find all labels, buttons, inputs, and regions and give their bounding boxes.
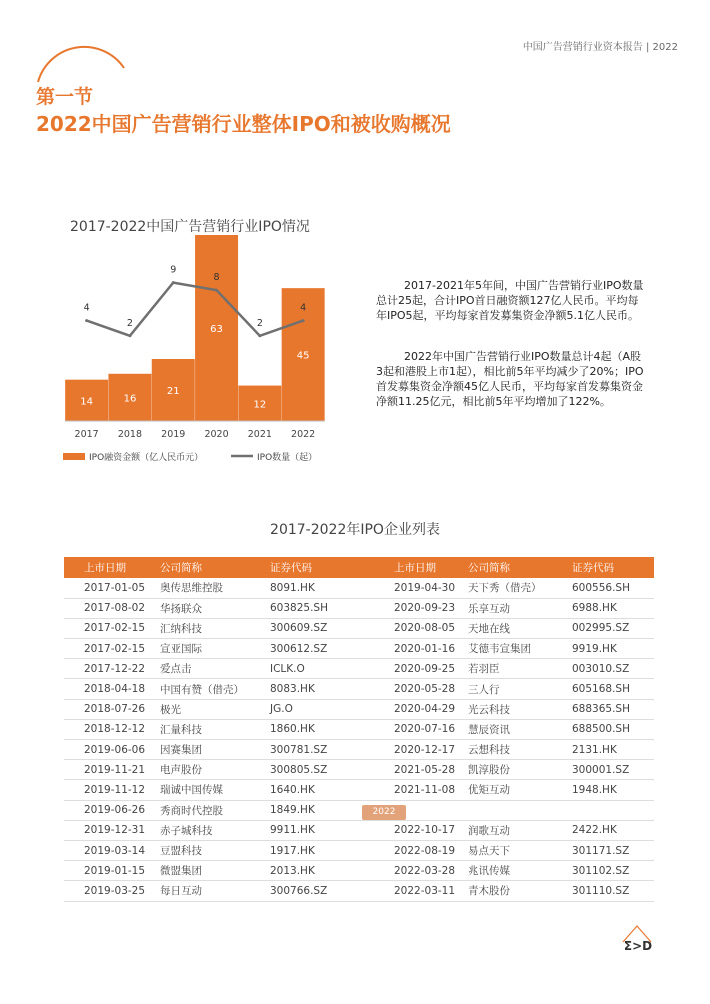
right-date-cell: 2022-03-28 bbox=[380, 861, 468, 881]
right-company-cell: 青木股份 bbox=[468, 881, 572, 901]
right-code-cell: 002995.SZ bbox=[572, 618, 654, 638]
right-date-cell: 2021-05-28 bbox=[380, 760, 468, 780]
left-code-cell: 2013.HK bbox=[270, 861, 380, 881]
right-code-cell: 605168.SH bbox=[572, 679, 654, 699]
left-date-cell: 2019-01-15 bbox=[64, 861, 160, 881]
table-header-row bbox=[64, 557, 654, 578]
left-company-cell: 华扬联众 bbox=[160, 598, 270, 618]
left-company-cell: 奥传思维控股 bbox=[160, 578, 270, 598]
left-company-cell: 豆盟科技 bbox=[160, 840, 270, 860]
table-row bbox=[64, 800, 654, 820]
left-code-cell: 8083.HK bbox=[270, 679, 380, 699]
right-date-cell: 2022-03-11 bbox=[380, 881, 468, 901]
right-company-cell: 润歌互动 bbox=[468, 820, 572, 840]
right-code-cell: 9919.HK bbox=[572, 639, 654, 659]
left-code-cell: JG.O bbox=[270, 699, 380, 719]
page-title: 2022中国广告营销行业整体IPO和被收购概况 bbox=[36, 112, 451, 136]
table-row bbox=[64, 840, 654, 860]
bar-value-label: 45 bbox=[296, 350, 310, 362]
right-company-cell: 艾德韦宣集团 bbox=[468, 639, 572, 659]
paragraph-summary-2017-2021: 2017-2021年5年间，中国广告营销行业IPO数量总计25起，合计IPO首日融资额127亿人民币。平均每年IPO5起，平均每家首发募集资金净额5.1亿人民币。 bbox=[376, 279, 644, 322]
left-date-cell: 2019-11-21 bbox=[64, 760, 160, 780]
header-company-right: 公司简称 bbox=[468, 557, 572, 578]
right-company-cell bbox=[468, 800, 572, 820]
table-row bbox=[64, 679, 654, 699]
line-value-label: 4 bbox=[83, 302, 90, 314]
left-code-cell: 603825.SH bbox=[270, 598, 380, 618]
right-code-cell: 688500.SH bbox=[572, 719, 654, 739]
bar-value-label: 21 bbox=[166, 386, 180, 397]
left-date-cell: 2018-04-18 bbox=[64, 679, 160, 699]
table-row bbox=[64, 639, 654, 659]
legend-bar-swatch bbox=[63, 453, 85, 460]
left-code-cell: 300766.SZ bbox=[270, 881, 380, 901]
left-code-cell: 9911.HK bbox=[270, 820, 380, 840]
right-company-cell: 天下秀（借壳） bbox=[468, 578, 572, 598]
left-date-cell: 2017-01-05 bbox=[64, 578, 160, 598]
table-row bbox=[64, 578, 654, 598]
right-company-cell: 兆讯传媒 bbox=[468, 861, 572, 881]
table-row bbox=[64, 618, 654, 638]
x-tick-label: 2021 bbox=[247, 429, 272, 440]
table-row bbox=[64, 820, 654, 840]
left-code-cell: 1849.HK bbox=[270, 800, 380, 820]
left-code-cell: 300609.SZ bbox=[270, 618, 380, 638]
right-date-cell: 2020-08-05 bbox=[380, 618, 468, 638]
section-label: 第一节 bbox=[36, 86, 94, 108]
legend-bar-label: IPO融资金额（亿人民币元） bbox=[89, 453, 204, 463]
ipo-count-line bbox=[87, 283, 307, 336]
header-code-right: 证券代码 bbox=[572, 557, 654, 578]
right-company-cell: 慧辰资讯 bbox=[468, 719, 572, 739]
right-code-cell: 600556.SH bbox=[572, 578, 654, 598]
line-value-label: 8 bbox=[213, 272, 220, 284]
logo-text: Σ>D bbox=[623, 939, 653, 953]
ipo-chart bbox=[55, 235, 325, 470]
left-company-cell: 宣亚国际 bbox=[160, 639, 270, 659]
right-company-cell: 天地在线 bbox=[468, 618, 572, 638]
bar-value-label: 12 bbox=[253, 399, 267, 411]
left-company-cell: 秀商时代控股 bbox=[160, 800, 270, 820]
bar-value-label: 63 bbox=[210, 324, 223, 335]
table-row bbox=[64, 861, 654, 881]
left-company-cell: 赤子城科技 bbox=[160, 820, 270, 840]
left-date-cell: 2017-02-15 bbox=[64, 618, 160, 638]
left-code-cell: ICLK.O bbox=[270, 659, 380, 679]
right-code-cell bbox=[572, 800, 654, 820]
right-code-cell: 301110.SZ bbox=[572, 881, 654, 901]
right-date-cell: 2020-01-16 bbox=[380, 639, 468, 659]
right-date-cell: 2022-10-17 bbox=[380, 820, 468, 840]
left-date-cell: 2017-08-02 bbox=[64, 598, 160, 618]
right-company-cell: 乐享互动 bbox=[468, 598, 572, 618]
paragraph-summary-2022: 2022年中国广告营销行业IPO数量总计4起（A股3起和港股上市1起），相比前5年平均减少了20%；IPO首发募集资金净额45亿人民币，平均每家首发募集资金净额11.25亿元，相比前5年平均增加了122%。 bbox=[376, 350, 644, 408]
table-row bbox=[64, 659, 654, 679]
line-point bbox=[85, 319, 88, 322]
left-date-cell: 2019-03-14 bbox=[64, 840, 160, 860]
right-code-cell: 300001.SZ bbox=[572, 760, 654, 780]
right-code-cell: 003010.SZ bbox=[572, 659, 654, 679]
x-tick-label: 2019 bbox=[161, 429, 186, 440]
right-code-cell: 1948.HK bbox=[572, 780, 654, 800]
line-point bbox=[302, 319, 305, 322]
table-row bbox=[64, 699, 654, 719]
left-code-cell: 300781.SZ bbox=[270, 740, 380, 760]
right-code-cell: 6988.HK bbox=[572, 598, 654, 618]
left-company-cell: 极光 bbox=[160, 699, 270, 719]
right-company-cell: 易点天下 bbox=[468, 840, 572, 860]
right-company-cell: 优矩互动 bbox=[468, 780, 572, 800]
x-tick-label: 2020 bbox=[204, 429, 229, 440]
right-code-cell: 301102.SZ bbox=[572, 861, 654, 881]
left-code-cell: 1917.HK bbox=[270, 840, 380, 860]
left-company-cell: 电声股份 bbox=[160, 760, 270, 780]
left-company-cell: 因赛集团 bbox=[160, 740, 270, 760]
right-company-cell: 云想科技 bbox=[468, 740, 572, 760]
table-row bbox=[64, 881, 654, 901]
report-header: 中国广告营销行业资本报告 | 2022 bbox=[522, 42, 678, 53]
line-value-label: 9 bbox=[170, 264, 177, 276]
table-row bbox=[64, 719, 654, 739]
chart-title: 2017-2022中国广告营销行业IPO情况 bbox=[70, 219, 310, 235]
legend-line-label: IPO数量（起） bbox=[257, 453, 318, 463]
logo bbox=[615, 920, 665, 960]
left-date-cell: 2019-11-12 bbox=[64, 780, 160, 800]
right-date-cell: 2020-09-23 bbox=[380, 598, 468, 618]
x-tick-label: 2022 bbox=[291, 429, 316, 440]
right-code-cell: 2422.HK bbox=[572, 820, 654, 840]
left-date-cell: 2017-02-15 bbox=[64, 639, 160, 659]
left-code-cell: 1860.HK bbox=[270, 719, 380, 739]
bar-value-label: 16 bbox=[123, 393, 137, 405]
right-date-cell: 2019-04-30 bbox=[380, 578, 468, 598]
line-point bbox=[258, 334, 261, 337]
table-row bbox=[64, 780, 654, 800]
left-code-cell: 8091.HK bbox=[270, 578, 380, 598]
table-row bbox=[64, 760, 654, 780]
left-date-cell: 2019-06-26 bbox=[64, 800, 160, 820]
left-company-cell: 中国有赞（借壳） bbox=[160, 679, 270, 699]
right-code-cell: 688365.SH bbox=[572, 699, 654, 719]
right-date-cell: 2020-09-25 bbox=[380, 659, 468, 679]
line-value-label: 2 bbox=[256, 317, 263, 329]
left-code-cell: 1640.HK bbox=[270, 780, 380, 800]
left-company-cell: 爱点击 bbox=[160, 659, 270, 679]
right-date-cell: 2020-04-29 bbox=[380, 699, 468, 719]
left-code-cell: 300805.SZ bbox=[270, 760, 380, 780]
table-title: 2017-2022年IPO企业列表 bbox=[270, 522, 440, 538]
left-date-cell: 2019-06-06 bbox=[64, 740, 160, 760]
left-company-cell: 汇纳科技 bbox=[160, 618, 270, 638]
header-code-left: 证券代码 bbox=[270, 557, 380, 578]
header-date-left: 上市日期 bbox=[64, 557, 160, 578]
right-date-cell: 2022-08-19 bbox=[380, 840, 468, 860]
right-code-cell: 2131.HK bbox=[572, 740, 654, 760]
left-date-cell: 2018-07-26 bbox=[64, 699, 160, 719]
x-tick-label: 2018 bbox=[117, 429, 143, 440]
right-company-cell: 光云科技 bbox=[468, 699, 572, 719]
left-date-cell: 2019-12-31 bbox=[64, 820, 160, 840]
line-point bbox=[128, 334, 131, 337]
line-value-label: 2 bbox=[126, 317, 133, 329]
right-date-cell: 2020-07-16 bbox=[380, 719, 468, 739]
right-date-cell: 2020-12-17 bbox=[380, 740, 468, 760]
right-code-cell: 301171.SZ bbox=[572, 840, 654, 860]
left-company-cell: 每日互动 bbox=[160, 881, 270, 901]
left-company-cell: 微盟集团 bbox=[160, 861, 270, 881]
year-tag: 2022 bbox=[362, 805, 406, 820]
left-date-cell: 2018-12-12 bbox=[64, 719, 160, 739]
header-date-right: 上市日期 bbox=[380, 557, 468, 578]
left-date-cell: 2019-03-25 bbox=[64, 881, 160, 901]
header-company-left: 公司简称 bbox=[160, 557, 270, 578]
line-point bbox=[172, 281, 175, 284]
line-value-label: 4 bbox=[300, 302, 307, 314]
left-company-cell: 汇量科技 bbox=[160, 719, 270, 739]
table-row bbox=[64, 598, 654, 618]
right-date-cell: 2020-05-28 bbox=[380, 679, 468, 699]
bar-value-label: 14 bbox=[80, 396, 94, 408]
x-tick-label: 2017 bbox=[74, 429, 99, 440]
right-company-cell: 若羽臣 bbox=[468, 659, 572, 679]
right-company-cell: 凯淳股份 bbox=[468, 760, 572, 780]
ipo-table bbox=[64, 557, 654, 902]
right-date-cell: 2021-11-08 bbox=[380, 780, 468, 800]
left-code-cell: 300612.SZ bbox=[270, 639, 380, 659]
left-company-cell: 瑞诚中国传媒 bbox=[160, 780, 270, 800]
line-point bbox=[215, 289, 218, 292]
table-row bbox=[64, 740, 654, 760]
left-date-cell: 2017-12-22 bbox=[64, 659, 160, 679]
right-company-cell: 三人行 bbox=[468, 679, 572, 699]
